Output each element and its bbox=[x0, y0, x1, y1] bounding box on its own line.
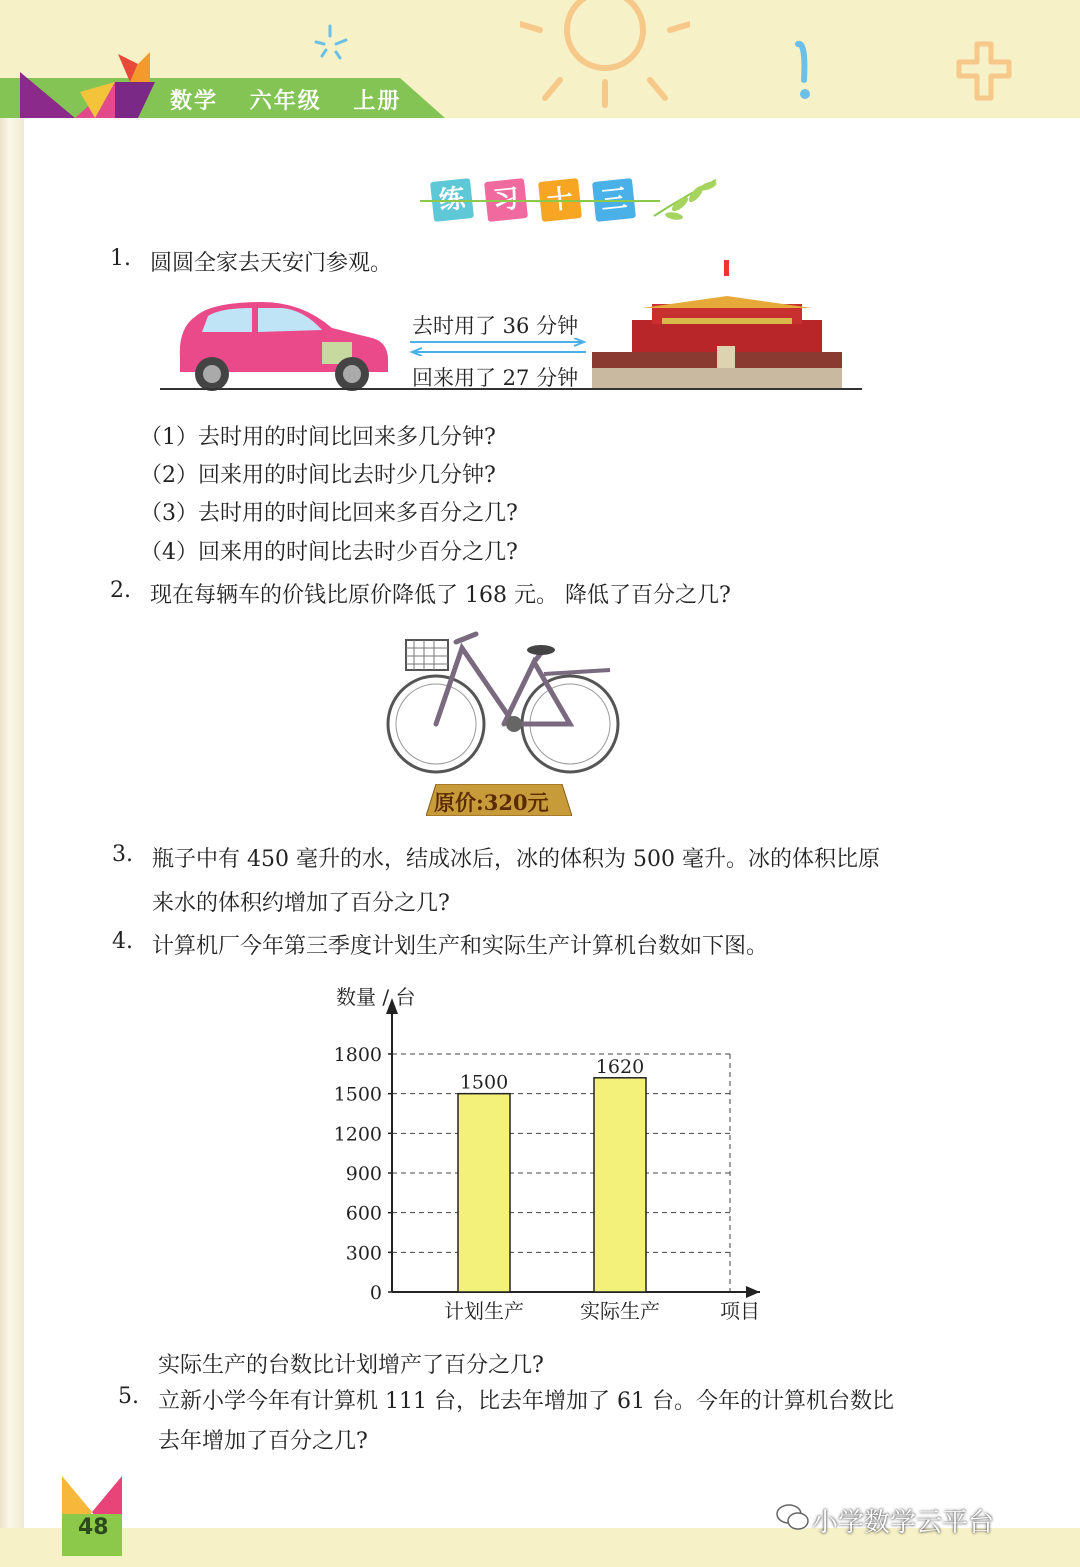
y-tick-label: 1500 bbox=[333, 1083, 382, 1106]
x-axis-label: 项目 bbox=[720, 1299, 760, 1323]
bicycle-illustration bbox=[384, 624, 624, 774]
title-char: 练 bbox=[430, 178, 474, 222]
q2-text: 现在每辆车的价钱比原价降低了 168 元。 降低了百分之几? bbox=[150, 583, 731, 608]
car-illustration bbox=[172, 298, 394, 394]
q1-sub-4: （4）回来用的时间比去时少百分之几? bbox=[140, 540, 518, 565]
bar-chart bbox=[320, 978, 780, 1338]
title-char: 习 bbox=[484, 178, 528, 222]
y-tick-label: 1800 bbox=[333, 1044, 382, 1066]
wechat-icon bbox=[776, 1502, 810, 1532]
bar bbox=[458, 1094, 510, 1292]
sun-decoration-icon bbox=[520, 0, 690, 110]
q4-question: 实际生产的台数比计划增产了百分之几? bbox=[158, 1353, 544, 1378]
q1-sub-1: （1）去时用的时间比回来多几分钟? bbox=[140, 425, 496, 450]
page-binding bbox=[0, 0, 24, 1567]
star-decoration-icon bbox=[310, 22, 350, 62]
x-axis-arrow bbox=[746, 1286, 760, 1298]
plus-decoration-icon bbox=[955, 40, 1015, 104]
tangram-logo-icon bbox=[20, 52, 155, 122]
y-tick-label: 300 bbox=[345, 1242, 382, 1265]
back-time-label: 回来用了 27 分钟 bbox=[412, 366, 579, 390]
y-tick-label: 0 bbox=[369, 1282, 382, 1304]
q3-line-1: 瓶子中有 450 毫升的水，结成冰后，冰的体积为 500 毫升。冰的体积比原 bbox=[152, 847, 880, 872]
leaf-decoration-icon bbox=[650, 176, 720, 226]
header-grade: 六年级 bbox=[249, 89, 322, 114]
q4-number: 4. bbox=[112, 929, 133, 954]
bar-value-label: 1500 bbox=[459, 1071, 509, 1094]
q5-line-1: 立新小学今年有计算机 111 台，比去年增加了 61 台。今年的计算机台数比 bbox=[158, 1389, 894, 1414]
watermark: 小学数学云平台 bbox=[812, 1508, 995, 1538]
y-tick-label: 1200 bbox=[333, 1123, 382, 1146]
q5-number: 5. bbox=[118, 1384, 139, 1409]
title-char: 十 bbox=[538, 178, 582, 222]
bar-value-label: 1620 bbox=[595, 1055, 645, 1078]
tiananmen-illustration bbox=[592, 256, 842, 390]
title-char: 三 bbox=[592, 178, 636, 222]
exclamation-decoration-icon bbox=[788, 40, 818, 102]
q2-number: 2. bbox=[110, 578, 131, 603]
q3-number: 3. bbox=[112, 842, 133, 867]
q4-text: 计算机厂今年第三季度计划生产和实际生产计算机台数如下图。 bbox=[152, 934, 769, 959]
go-time-label: 去时用了 36 分钟 bbox=[412, 314, 579, 338]
y-axis-label: 数量 / 台 bbox=[336, 985, 416, 1009]
q3-line-2: 来水的体积约增加了百分之几? bbox=[152, 891, 450, 916]
q1-text: 圆圆全家去天安门参观。 bbox=[150, 251, 393, 276]
q1-sub-2: （2）回来用的时间比去时少几分钟? bbox=[140, 463, 496, 488]
y-tick-label: 600 bbox=[345, 1202, 382, 1225]
header-volume: 上册 bbox=[353, 89, 402, 114]
price-tag-text: 原价:320元 bbox=[434, 790, 549, 815]
page-number: 48 bbox=[78, 1515, 109, 1540]
bar bbox=[594, 1078, 646, 1292]
y-tick-label: 900 bbox=[345, 1163, 382, 1185]
q5-line-2: 去年增加了百分之几? bbox=[158, 1429, 368, 1454]
q1-sub-3: （3）去时用的时间比回来多百分之几? bbox=[140, 501, 518, 526]
category-label: 计划生产 bbox=[444, 1299, 524, 1323]
category-label: 实际生产 bbox=[580, 1299, 660, 1323]
title-line bbox=[420, 198, 660, 204]
q1-number: 1. bbox=[110, 246, 131, 271]
go-arrow-icon bbox=[408, 338, 588, 356]
header-title bbox=[170, 84, 423, 115]
header-subject: 数学 bbox=[170, 89, 219, 114]
